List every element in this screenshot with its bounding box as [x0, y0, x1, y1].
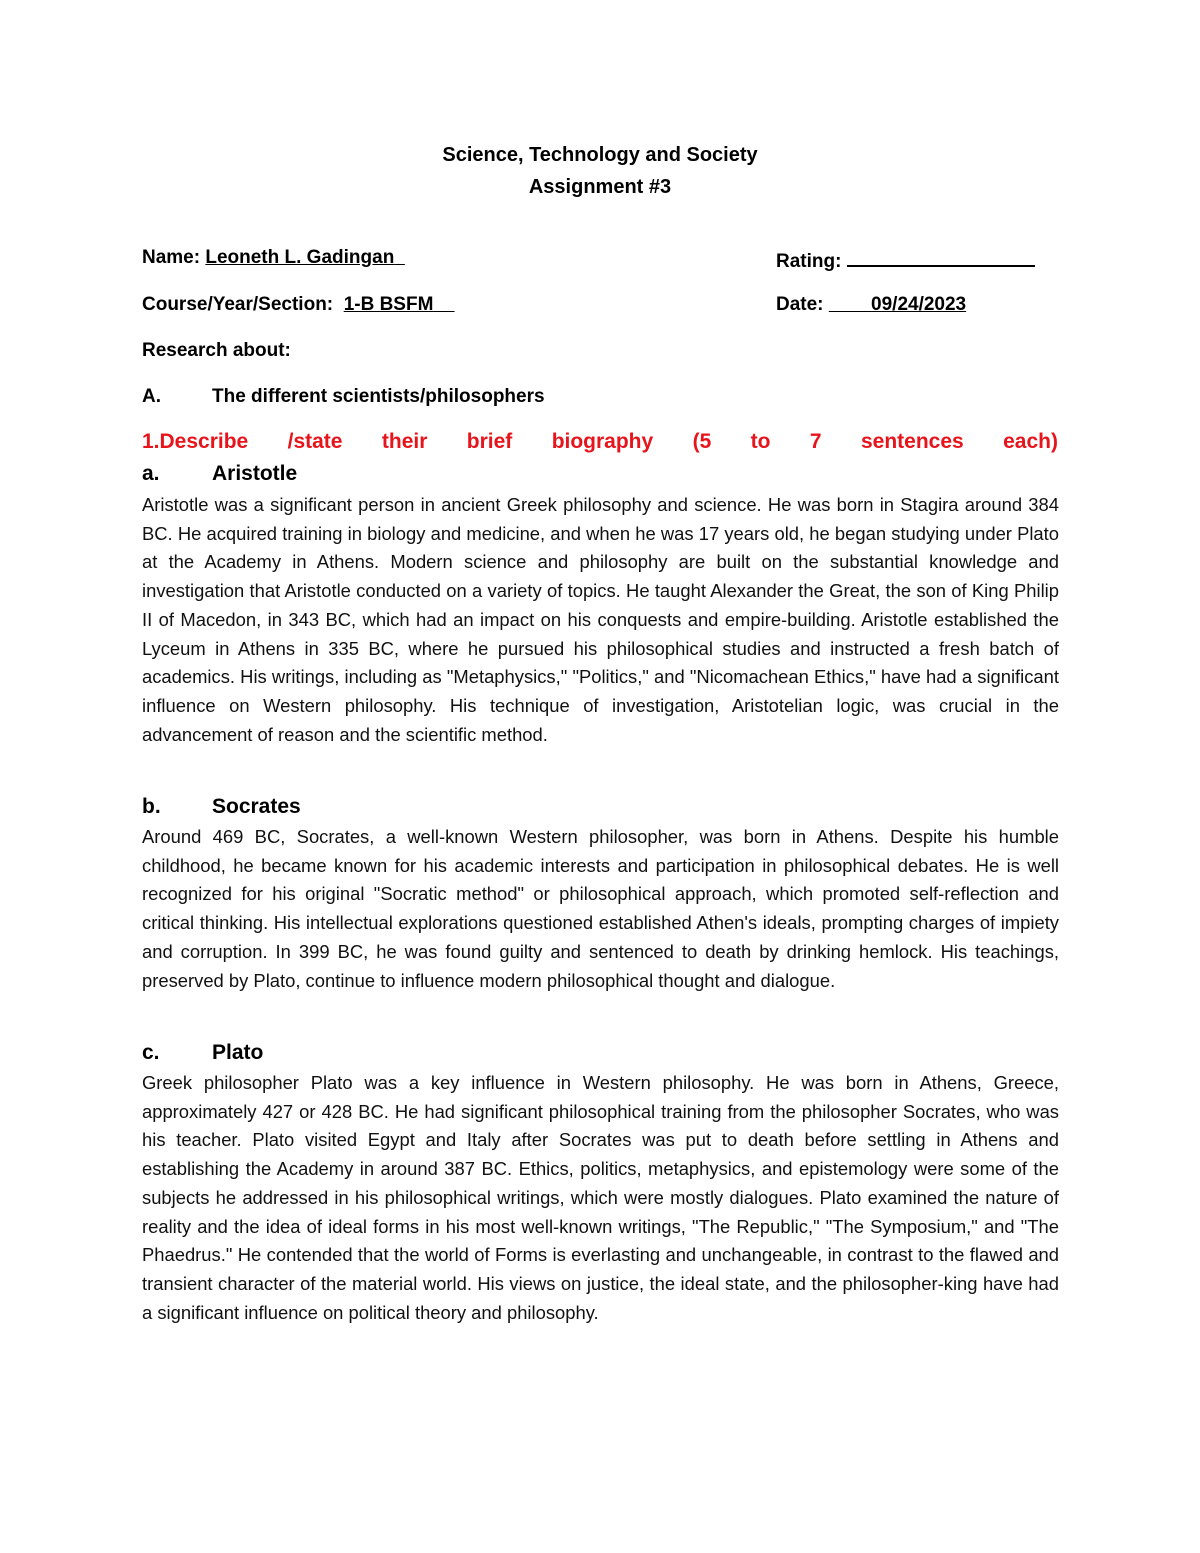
name-value: Leoneth L. Gadingan [205, 247, 395, 268]
philosopher-name: Socrates [212, 795, 301, 818]
instruction-word: brief [466, 430, 513, 453]
instruction-line [142, 430, 1058, 454]
date-label: Date: [776, 294, 824, 315]
section-a-heading [142, 386, 545, 408]
rating-field [776, 247, 1035, 273]
research-label: Research about: [142, 340, 291, 361]
instruction-word: sentences [860, 430, 964, 453]
assignment-title: Assignment #3 [528, 176, 672, 198]
philosopher-heading-plato [142, 1041, 263, 1065]
philosopher-letter: a. [142, 462, 160, 485]
course-label: Course/Year/Section: [142, 294, 334, 315]
date-value: 09/24/2023 [871, 294, 967, 315]
philosopher-heading-socrates [142, 795, 301, 819]
date-field [776, 294, 966, 316]
aristotle-biography: Aristotle was a significant person in ancient Greek philosophy and science. He was born in Stagira around 384 BC. He acquired training in biology and medicine, and when he was 17 years old, he began studying under Plato at the Academy in Athens. Modern science and philosophy are built on the substantial knowledge and investigation that Aristotle conducted on a variety of topics. He taught Alexander the Great, the son of King Philip II of Macedon, in 343 BC, which had an impact on his conquests and empire-building. Aristotle established the Lyceum in Athens in 335 BC, where he pursued his philosophical studies and instructed a fresh batch of academics. His writings, including as "Metaphysics," "Politics," and "Nicomachean Ethics," have had a significant influence on Western philosophy. His technique of investigation, Aristotelian logic, was crucial in the advancement of reason and the scientific method. [142, 494, 1059, 745]
instruction-word: each) [1003, 430, 1058, 453]
section-a-title: The different scientists/philosophers [212, 386, 545, 407]
rating-blank-line [847, 247, 1035, 267]
philosopher-letter: c. [142, 1041, 160, 1064]
rating-label: Rating: [776, 251, 842, 272]
course-value: 1-B BSFM [343, 294, 434, 315]
instruction-word: /state [287, 430, 343, 453]
instruction-word: to [750, 430, 771, 453]
instruction-word: (5 [692, 430, 712, 453]
section-a-letter: A. [142, 386, 161, 407]
name-label: Name: [142, 247, 201, 268]
name-field [142, 247, 405, 269]
philosopher-letter: b. [142, 795, 161, 818]
course-title: Science, Technology and Society [442, 144, 758, 166]
plato-biography: Greek philosopher Plato was a key influence in Western philosophy. He was born in Athens, Greece, approximately 427 or 428 BC. He had significant philosophical training from the philosopher Socrates, who was his teacher. Plato visited Egypt and Italy after Socrates was put to death before settling in Athens and establishing the Academy in around 387 BC. Ethics, politics, metaphysics, and epistemology were some of the subjects he addressed in his philosophical writings, which were mostly dialogues. Plato examined the nature of reality and the idea of ideal forms in his most well-known writings, "The Republic," "The Symposium," and "The Phaedrus." He contended that the world of Forms is everlasting and unchangeable, in contrast to the flawed and transient character of the material world. His views on justice, the ideal state, and the philosopher-king have had a significant influence on political theory and philosophy. [142, 1072, 1059, 1323]
instruction-word: their [381, 430, 428, 453]
course-field [142, 294, 455, 316]
philosopher-name: Aristotle [212, 462, 298, 485]
philosopher-name: Plato [212, 1041, 264, 1064]
instruction-word: 7 [809, 430, 822, 453]
philosopher-heading-aristotle [142, 462, 297, 486]
instruction-word: 1.Describe [142, 430, 249, 453]
instruction-word: biography [551, 430, 654, 453]
socrates-biography: Around 469 BC, Socrates, a well-known Western philosopher, was born in Athens. Despite his humble childhood, he became known for his academic interests and participation in philosophical debates. He is well recognized for his original "Socratic method" or philosophical approach, which promoted self-reflection and critical thinking. His intellectual explorations questioned established Athen's ideals, prompting charges of impiety and corruption. In 399 BC, he was found guilty and sentenced to death by drinking hemlock. His teachings, preserved by Plato, continue to influence modern philosophical thought and dialogue. [142, 826, 1059, 991]
